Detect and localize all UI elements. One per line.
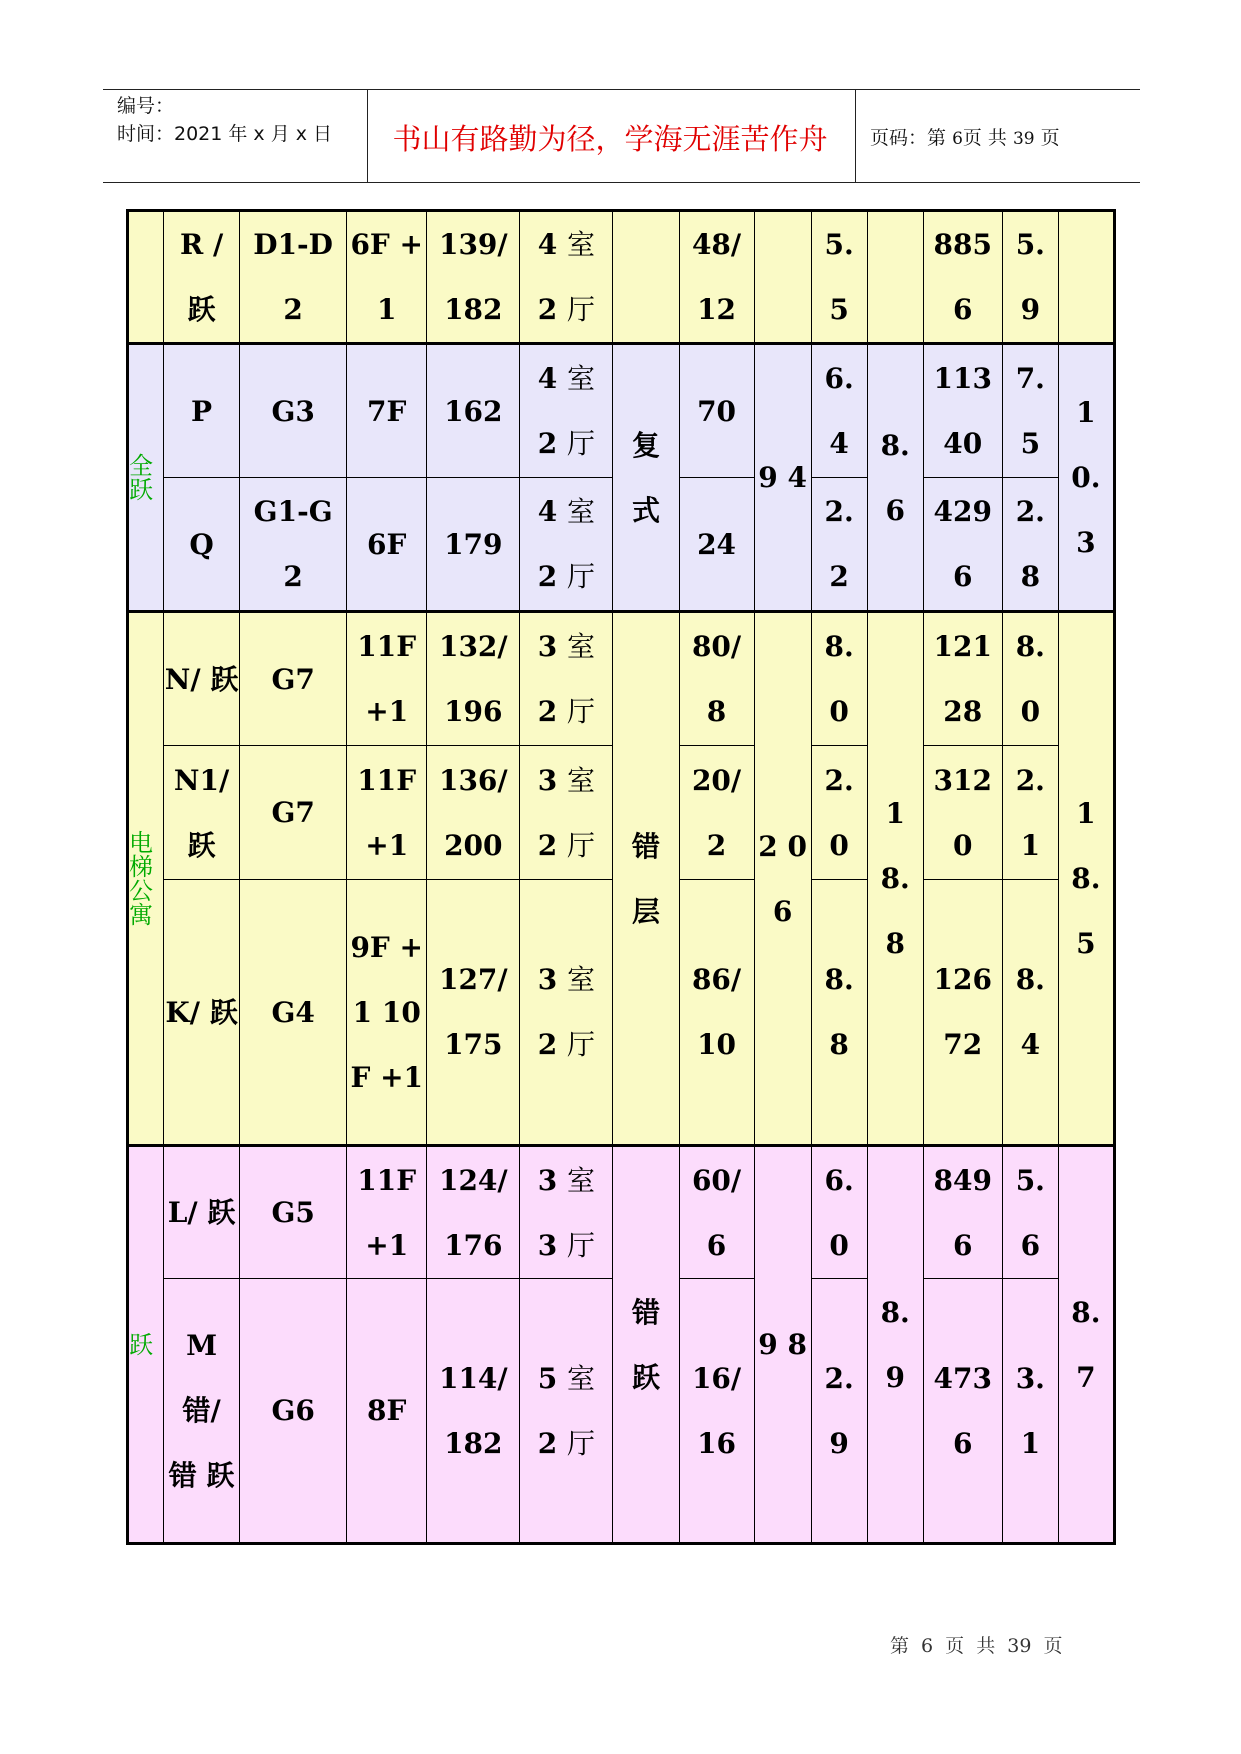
style-cell: 错 层 xyxy=(613,612,679,1146)
rate-cell: 8. 0 xyxy=(1002,612,1058,746)
price-cell: 473 6 xyxy=(923,1279,1002,1544)
area-cell: 179 xyxy=(427,478,520,612)
group-cell xyxy=(128,211,164,344)
total-cell: 2 0 6 xyxy=(754,612,811,1146)
group-percent-cell: 8. 9 xyxy=(867,1146,923,1544)
style-cell xyxy=(613,211,679,344)
percent-cell: 2. 9 xyxy=(811,1279,867,1544)
floors-cell: 11F +1 xyxy=(347,746,427,880)
page-total: 39 xyxy=(1012,129,1035,149)
header-meta xyxy=(117,92,332,148)
building-cell: G7 xyxy=(240,746,347,880)
unit-type-cell: N/ 跃 xyxy=(164,612,240,746)
group-label-cell: 全跃 xyxy=(128,344,164,612)
floors-cell: 11F +1 xyxy=(347,612,427,746)
price-cell: 121 28 xyxy=(923,612,1002,746)
time-label: 时间：2021 年 x 月 x 日 xyxy=(117,123,333,145)
floors-cell: 7F xyxy=(347,344,427,478)
group-percent-cell xyxy=(867,211,923,344)
rate-cell: 5. 6 xyxy=(1002,1146,1058,1279)
building-cell: G3 xyxy=(240,344,347,478)
layout-cell: 3 室 2 厅 xyxy=(520,612,613,746)
building-cell: G5 xyxy=(240,1146,347,1279)
percent-cell: 5. 5 xyxy=(811,211,867,344)
area-cell: 114/ 182 xyxy=(427,1279,520,1544)
unit-type-cell: N1/ 跃 xyxy=(164,746,240,880)
layout-cell: 5 室 2 厅 xyxy=(520,1279,613,1544)
floors-cell: 11F +1 xyxy=(347,1146,427,1279)
rate-cell: 5. 9 xyxy=(1002,211,1058,344)
group-percent-cell: 1 8. 8 xyxy=(867,612,923,1146)
page-prefix: 页码：第 xyxy=(870,127,947,149)
unit-type-cell: M 错/ 错 跃 xyxy=(164,1279,240,1544)
layout-cell: 3 室 2 厅 xyxy=(520,880,613,1146)
header-divider-left xyxy=(367,89,368,182)
rate-cell: 2. 1 xyxy=(1002,746,1058,880)
rate-cell: 7. 5 xyxy=(1002,344,1058,478)
building-cell: G7 xyxy=(240,612,347,746)
building-cell: D1-D 2 xyxy=(240,211,347,344)
header-motto: 书山有路勤为径，学海无涯苦作舟 xyxy=(392,122,828,156)
rate-cell: 8. 4 xyxy=(1002,880,1058,1146)
group-label-cell: 跃 xyxy=(128,1146,164,1544)
count-cell: 60/ 6 xyxy=(679,1146,754,1279)
percent-cell: 8. 0 xyxy=(811,612,867,746)
unit-type-cell: Q xyxy=(164,478,240,612)
area-cell: 124/ 176 xyxy=(427,1146,520,1279)
page-footer: 第 6 页 共 39 页 xyxy=(890,1635,1063,1657)
header-page-info xyxy=(870,123,1060,150)
page-suffix: 页 xyxy=(1040,127,1060,149)
count-cell: 24 xyxy=(679,478,754,612)
price-cell: 429 6 xyxy=(923,478,1002,612)
area-cell: 127/ 175 xyxy=(427,880,520,1146)
count-cell: 86/ 10 xyxy=(679,880,754,1146)
group-rate-cell: 8. 7 xyxy=(1058,1146,1114,1544)
group-rate-cell: 1 0. 3 xyxy=(1058,344,1114,612)
percent-cell: 2. 0 xyxy=(811,746,867,880)
unit-type-cell: L/ 跃 xyxy=(164,1146,240,1279)
price-cell: 885 6 xyxy=(923,211,1002,344)
area-cell: 132/ 196 xyxy=(427,612,520,746)
total-cell: 9 8 xyxy=(754,1146,811,1544)
rate-cell: 2. 8 xyxy=(1002,478,1058,612)
percent-cell: 2. 2 xyxy=(811,478,867,612)
layout-cell: 3 室 2 厅 xyxy=(520,746,613,880)
layout-cell: 4 室 2 厅 xyxy=(520,478,613,612)
layout-cell: 4 室 2 厅 xyxy=(520,211,613,344)
header-top-rule xyxy=(103,89,1140,90)
count-cell: 70 xyxy=(679,344,754,478)
count-cell: 80/ 8 xyxy=(679,612,754,746)
count-cell: 16/ 16 xyxy=(679,1279,754,1544)
price-cell: 312 0 xyxy=(923,746,1002,880)
group-label-cell: 电梯公寓 xyxy=(128,612,164,1146)
building-cell: G1-G 2 xyxy=(240,478,347,612)
area-cell: 162 xyxy=(427,344,520,478)
page-mid: 页 共 xyxy=(962,127,1007,149)
percent-cell: 6. 0 xyxy=(811,1146,867,1279)
price-cell: 113 40 xyxy=(923,344,1002,478)
area-cell: 136/ 200 xyxy=(427,746,520,880)
header-divider-right xyxy=(855,89,856,182)
count-cell: 48/ 12 xyxy=(679,211,754,344)
group-rate-cell xyxy=(1058,211,1114,344)
total-cell: 9 4 xyxy=(754,344,811,612)
area-cell: 139/ 182 xyxy=(427,211,520,344)
building-cell: G4 xyxy=(240,880,347,1146)
total-cell xyxy=(754,211,811,344)
serial-label: 编号： xyxy=(117,95,175,117)
table-row xyxy=(128,612,1115,746)
table-row xyxy=(128,1146,1115,1279)
price-cell: 849 6 xyxy=(923,1146,1002,1279)
floors-cell: 6F xyxy=(347,478,427,612)
building-cell: G6 xyxy=(240,1279,347,1544)
style-cell: 复 式 xyxy=(613,344,679,612)
floors-cell: 8F xyxy=(347,1279,427,1544)
group-percent-cell: 8. 6 xyxy=(867,344,923,612)
price-cell: 126 72 xyxy=(923,880,1002,1146)
table-row xyxy=(128,344,1115,478)
unit-type-cell: R / 跃 xyxy=(164,211,240,344)
floors-cell: 9F +1 10F +1 xyxy=(347,880,427,1146)
floors-cell: 6F +1 xyxy=(347,211,427,344)
unit-type-cell: K/ 跃 xyxy=(164,880,240,1146)
style-cell: 错 跃 xyxy=(613,1146,679,1544)
percent-cell: 6. 4 xyxy=(811,344,867,478)
page-number: 6 xyxy=(952,129,963,149)
rate-cell: 3. 1 xyxy=(1002,1279,1058,1544)
layout-cell: 4 室 2 厅 xyxy=(520,344,613,478)
header-bottom-rule xyxy=(103,182,1140,183)
unit-type-cell: P xyxy=(164,344,240,478)
group-rate-cell: 1 8. 5 xyxy=(1058,612,1114,1146)
percent-cell: 8. 8 xyxy=(811,880,867,1146)
unit-table xyxy=(126,209,1116,1545)
count-cell: 20/ 2 xyxy=(679,746,754,880)
layout-cell: 3 室 3 厅 xyxy=(520,1146,613,1279)
table-row xyxy=(128,211,1115,344)
